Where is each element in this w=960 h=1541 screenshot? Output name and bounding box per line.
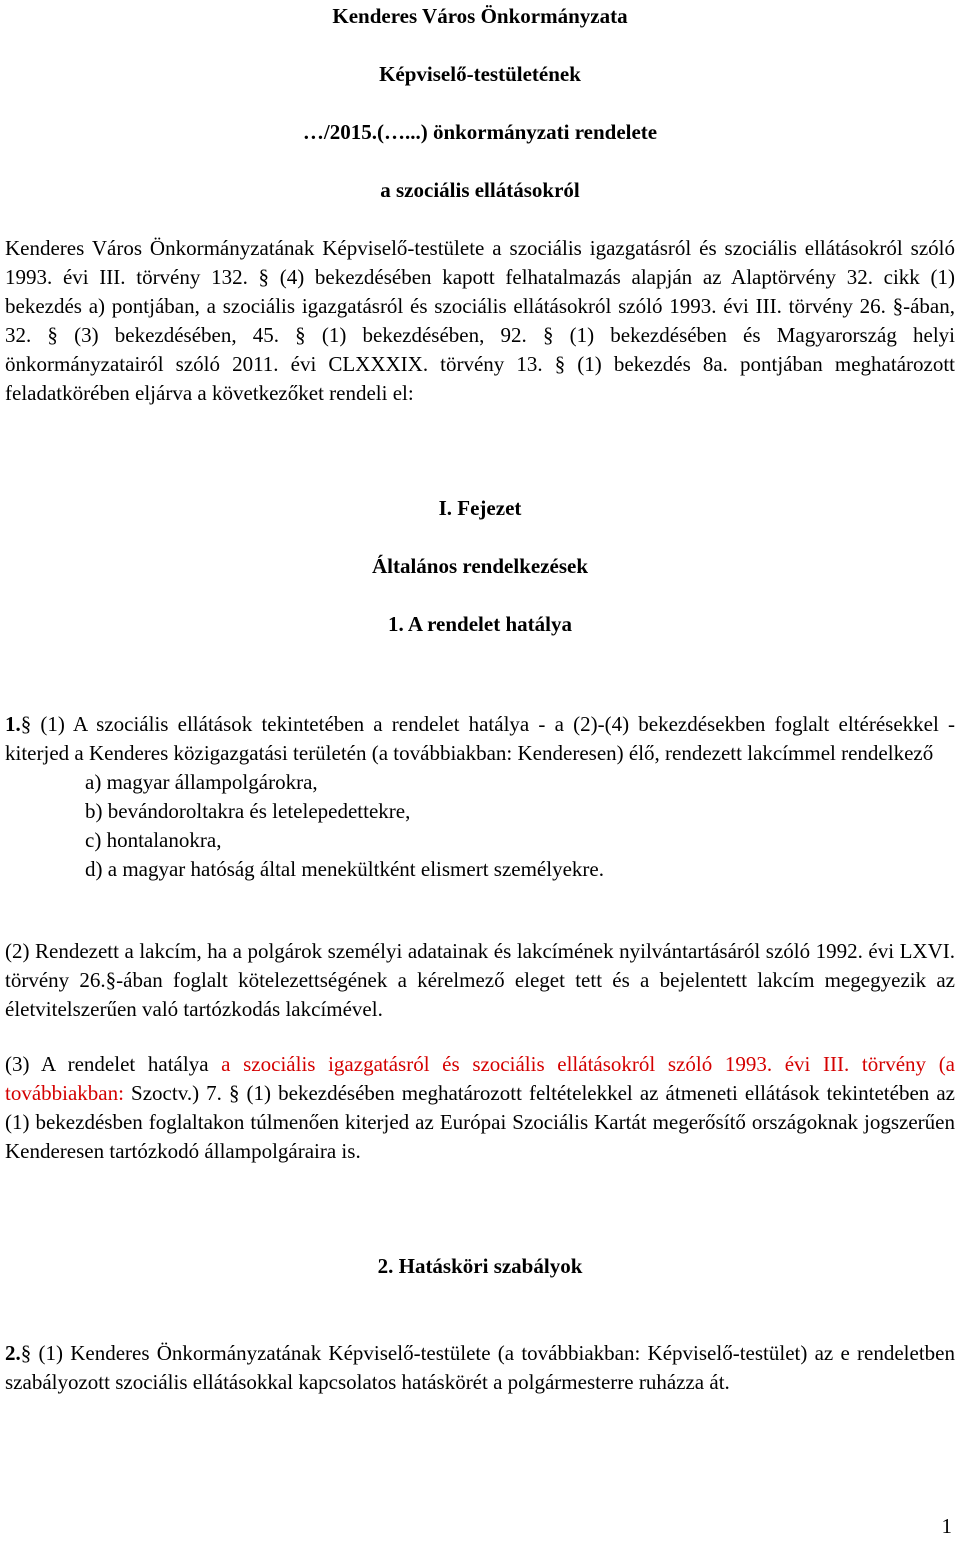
section1-para2: (2) Rendezett a lakcím, ha a polgárok személyi adatainak és lakcímének nyilvántartásáról szóló 1992. évi LXVI. törvény 26.§-ában foglalt kötelezettségének a kérelmező eleget tett és a bejelentett lakcím megegyezik az életvitelszerűen való tartózkodás lakcímével. xyxy=(5,939,955,1021)
section1-para1-text: § (1) A szociális ellátások tekintetében a rendelet hatálya - a (2)-(4) bekezdésekben foglalt eltérésekkel - kiterjed a Kenderes közigazgatási területén (a továbbiakban: Kenderesen) élő, rendezett lakcímmel rendelkező xyxy=(5,712,955,765)
decree-subject: a szociális ellátásokról xyxy=(380,178,580,202)
section1-para3-highlight: a szociális igazgatásról és szociális ellátásokról szóló 1993. évi III. törvény (a továbbiakban: xyxy=(5,1052,956,1105)
section2-number: 2. xyxy=(5,1341,21,1365)
list-item: b) bevándoroltakra és letelepedettekre, xyxy=(85,799,411,823)
section2-heading: 2. Hatásköri szabályok xyxy=(377,1254,583,1278)
list-item: c) hontalanokra, xyxy=(85,828,222,852)
section1-para3-start: (3) A rendelet hatálya xyxy=(5,1052,222,1076)
section1-body xyxy=(5,710,955,884)
decree-number: …/2015.(…...) önkormányzati rendelete xyxy=(302,120,658,144)
page-number: 1 xyxy=(941,1514,952,1538)
section1-para3 xyxy=(5,1050,955,1166)
municipality-title: Kenderes Város Önkormányzata xyxy=(332,4,628,28)
chapter-number: I. Fejezet xyxy=(438,496,522,520)
preamble: Kenderes Város Önkormányzatának Képviselő-testülete a szociális igazgatásról és szociális ellátásokról szóló 1993. évi III. törvény 132. § (4) bekezdésében kapott felhatalmazás alapján az Alaptörvény 32. cikk (1) bekezdés a) pontjában, a szociális igazgatásról és szociális ellátásokról szóló 1993. évi III. törvény 26. §-ában, 32. § (3) bekezdésében, 45. § (1) bekezdésében, 92. § (1) bekezdésében és Magyarország helyi önkormányzatairól szóló 2011. évi CLXXXIX. törvény 13. § (1) bekezdés 8a. pontjában meghatározott feladatkörében eljárva a következőket rendeli el: xyxy=(5,236,955,405)
section1-heading: 1. A rendelet hatálya xyxy=(388,612,572,636)
section1-list xyxy=(85,768,955,884)
section2-para1-text: § (1) Kenderes Önkormányzatának Képviselő-testülete (a továbbiakban: Képviselő-testület) az e rendeletben szabályozott szociális ellátásokkal kapcsolatos hatáskörét a polgármesterre ruházza át. xyxy=(5,1341,955,1394)
section1-number: 1. xyxy=(5,712,21,736)
list-item: d) a magyar hatóság által menekültként elismert személyekre. xyxy=(85,857,604,881)
section1-para3-end: Szoctv.) 7. § (1) bekezdésében meghatározott feltételekkel az átmeneti ellátások tekintetében az (1) bekezdésben foglaltakon túlmenően kiterjed az Európai Szociális Kartát megerősítő országoknak jogszerűen Kenderesen tartózkodó állampolgáraira is. xyxy=(5,1081,955,1163)
section1-para1 xyxy=(5,710,955,768)
chapter-title: Általános rendelkezések xyxy=(371,554,589,578)
body-title: Képviselő-testületének xyxy=(379,62,581,86)
list-item: a) magyar állampolgárokra, xyxy=(85,770,318,794)
section2-para1 xyxy=(5,1339,955,1397)
